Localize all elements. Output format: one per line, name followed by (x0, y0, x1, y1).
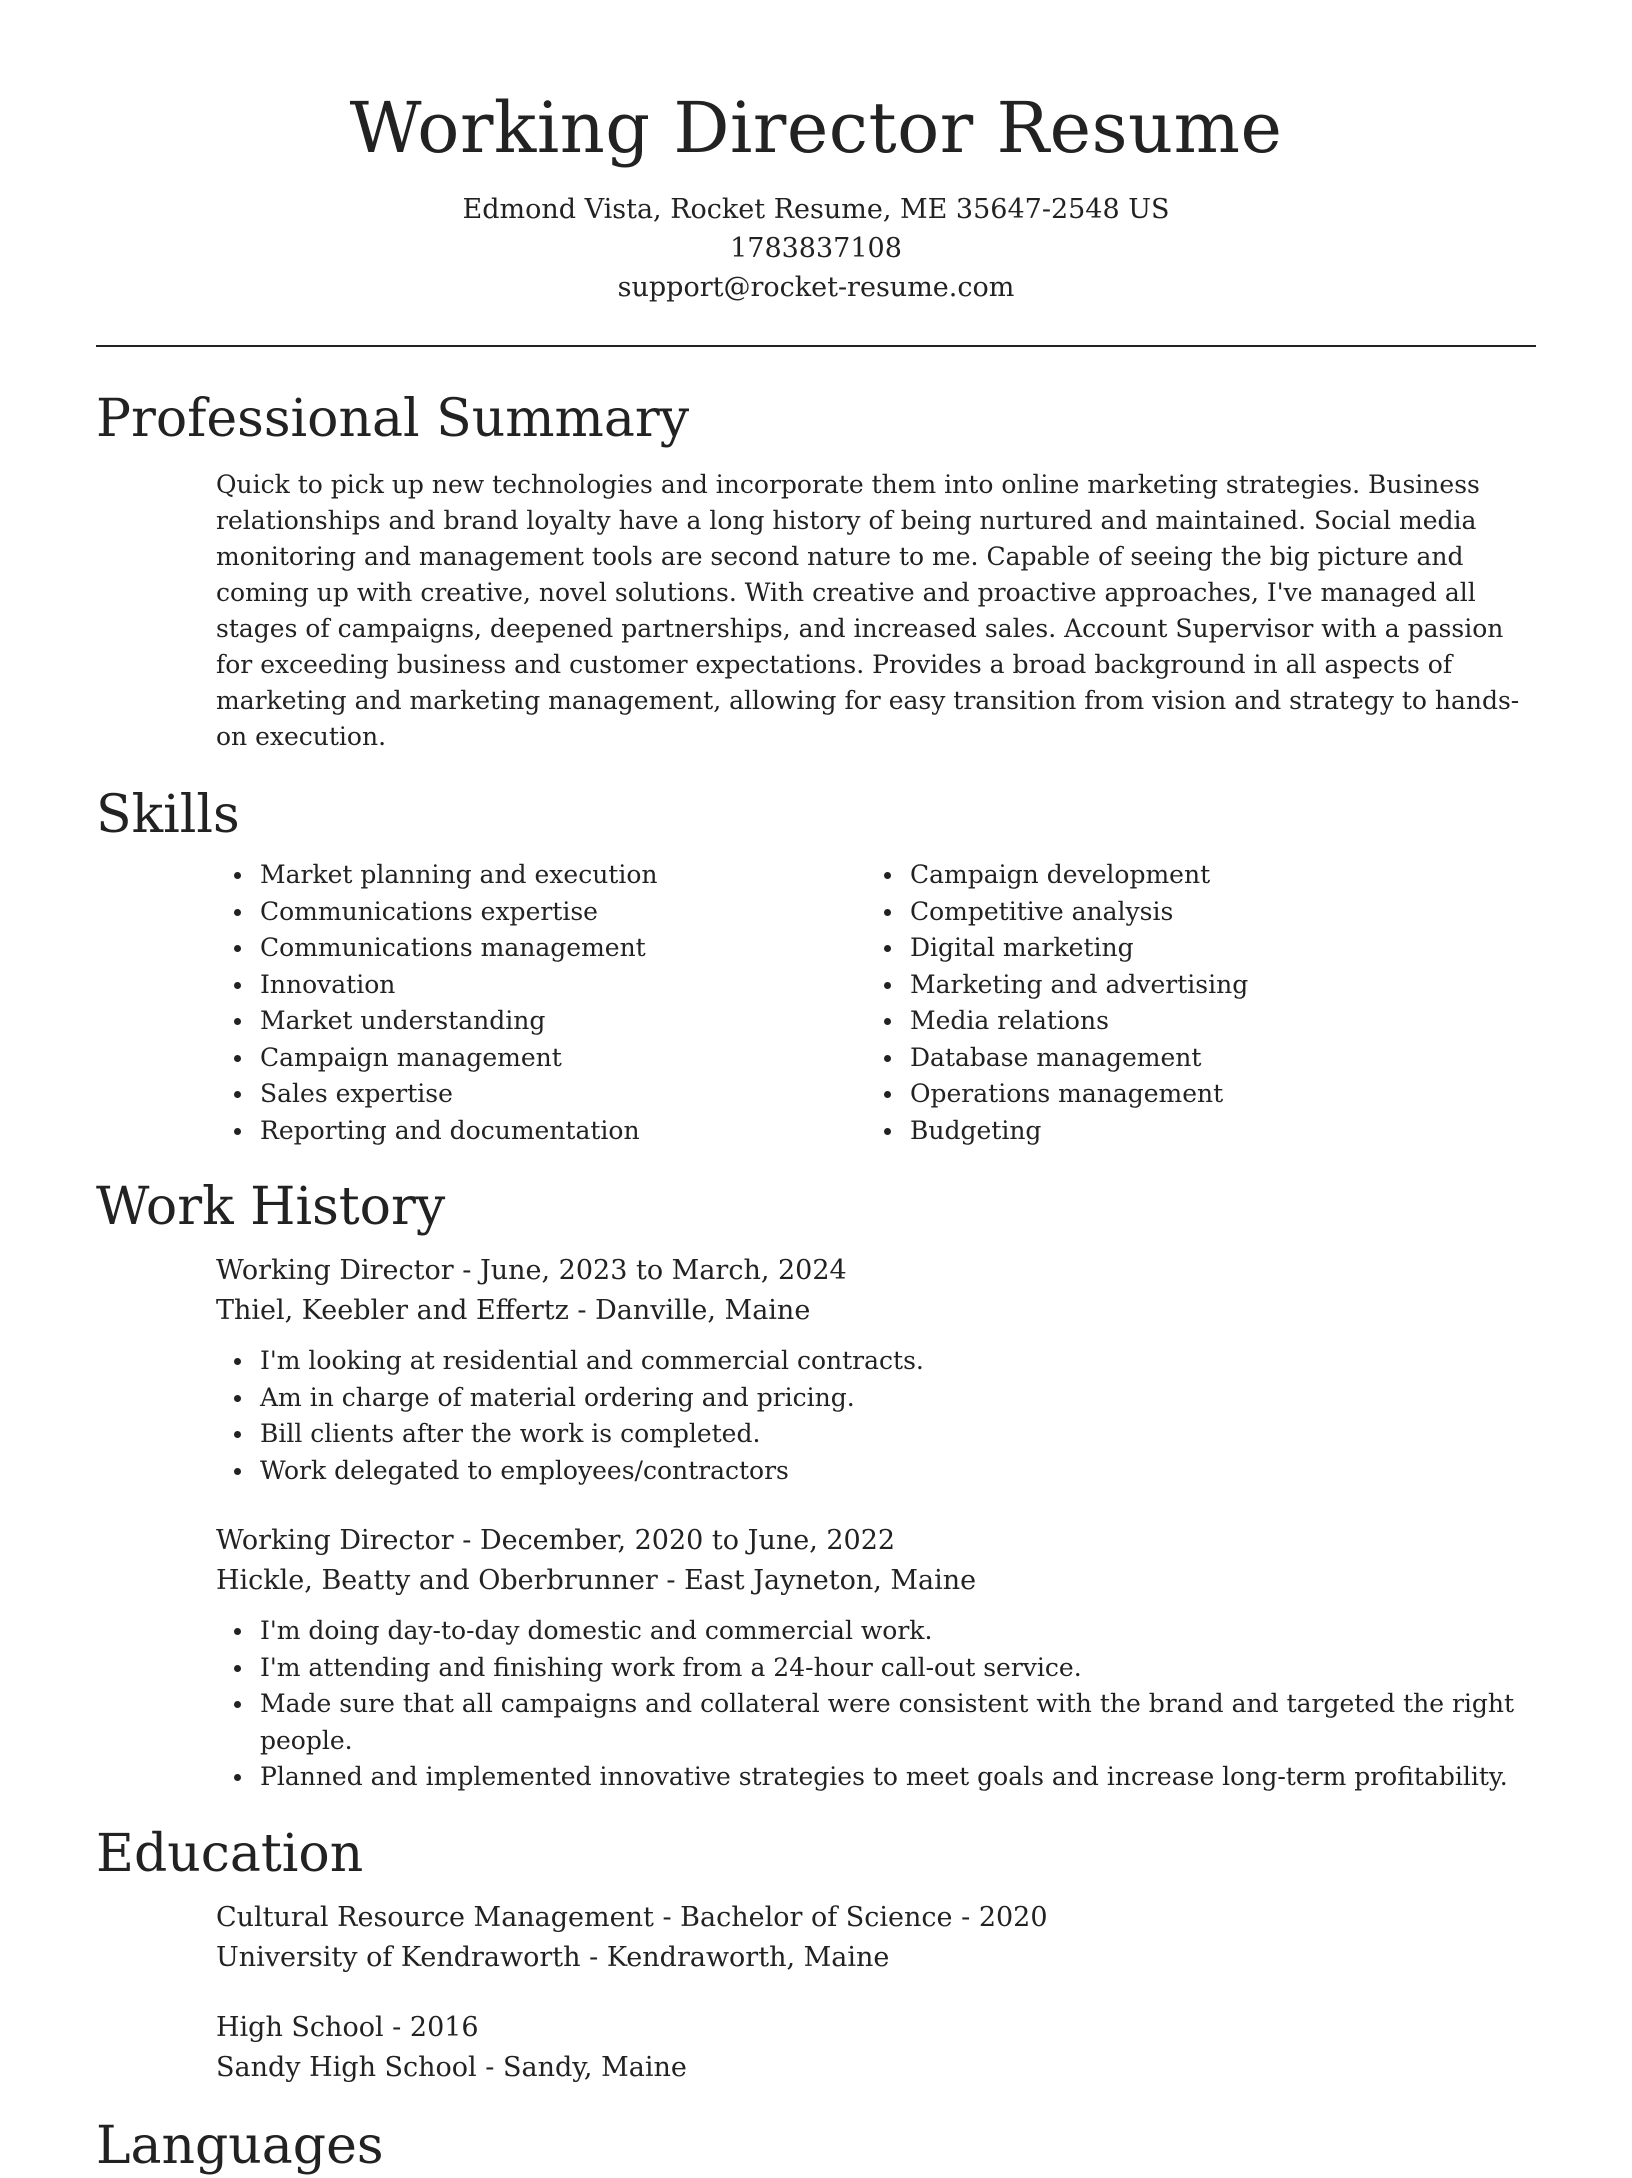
job-company: Thiel, Keebler and Effertz (216, 1295, 569, 1326)
job-entry (216, 1521, 1536, 1796)
skill-item: Campaign management (260, 1040, 866, 1077)
contact-phone: 1783837108 (730, 233, 902, 264)
skill-item: Market planning and execution (260, 857, 866, 894)
job-bullet: I'm attending and finishing work from a 24-hour call-out service. (260, 1650, 1536, 1687)
separator: - (476, 2051, 503, 2083)
job-bullet: Work delegated to employees/contractors (260, 1453, 1536, 1490)
skill-item: Reporting and documentation (260, 1113, 866, 1150)
separator: - (568, 1295, 596, 1326)
skills-section (96, 783, 1536, 1149)
job-bullet: I'm doing day-to-day domestic and commercial work. (260, 1613, 1536, 1650)
skill-item: Database management (910, 1040, 1516, 1077)
job-company-line (216, 1561, 1536, 1601)
education-location: Kendraworth, Maine (606, 1941, 890, 1973)
skill-item: Communications management (260, 930, 866, 967)
skill-item: Sales expertise (260, 1076, 866, 1113)
separator: - (952, 1901, 979, 1933)
skill-item: Digital marketing (910, 930, 1516, 967)
work-section (96, 1175, 1536, 1796)
education-year: 2020 (978, 1901, 1048, 1933)
skills-left-column (216, 857, 866, 1149)
resume-page (96, 0, 1536, 2178)
languages-section (96, 2114, 1536, 2178)
education-entry (216, 2008, 1536, 2088)
languages-heading: Languages (96, 2115, 384, 2176)
education-school: University of Kendraworth (216, 1941, 581, 1973)
skill-item: Operations management (910, 1076, 1516, 1113)
separator: - (580, 1941, 607, 1973)
education-school-line (216, 2048, 1536, 2088)
work-heading: Work History (96, 1177, 446, 1237)
separator: - (653, 1901, 681, 1933)
skill-item: Innovation (260, 967, 866, 1004)
skill-item: Communications expertise (260, 894, 866, 931)
skills-right-column (866, 857, 1516, 1149)
job-bullet: Planned and implemented innovative strategies to meet goals and increase long-term profitability. (260, 1759, 1536, 1796)
job-company-line (216, 1291, 1536, 1331)
skill-item: Media relations (910, 1003, 1516, 1040)
separator: - (453, 1255, 480, 1286)
education-section (96, 1822, 1536, 2088)
skill-item: Budgeting (910, 1113, 1516, 1150)
skills-heading: Skills (96, 785, 240, 845)
separator: - (657, 1565, 685, 1596)
education-program: Cultural Resource Management (216, 1901, 654, 1933)
education-location: Sandy, Maine (503, 2051, 687, 2083)
separator: - (383, 2011, 410, 2043)
summary-text: Quick to pick up new technologies and incorporate them into online marketing strategies. Business relationships and brand loyalty have a long history of being nurtured and maintained. Social media monitoring and management tools are second nature to me. Capable of seeing the big picture and coming up with creative, novel solutions. With creative and proactive approaches, I've managed all stages of campaigns, deepened partnerships, and increased sales. Account Supervisor with a passion for exceeding business and customer expectations. Provides a broad background in all aspects of marketing and marketing management, allowing for easy transition from vision and strategy to hands-on execution. (216, 470, 1520, 751)
job-company: Hickle, Beatty and Oberbrunner (216, 1565, 658, 1596)
resume-header (96, 0, 1536, 307)
job-dates: June, 2023 to March, 2024 (479, 1255, 847, 1286)
job-bullets (216, 1343, 1536, 1489)
job-bullet: Bill clients after the work is completed. (260, 1416, 1536, 1453)
job-bullet: I'm looking at residential and commercial contracts. (260, 1343, 1536, 1380)
education-heading: Education (96, 1823, 364, 1884)
education-program-line (216, 1898, 1536, 1938)
contact-block (96, 190, 1536, 307)
summary-heading: Professional Summary (96, 389, 690, 449)
education-program: High School (216, 2011, 384, 2043)
skill-item: Campaign development (910, 857, 1516, 894)
skill-item: Market understanding (260, 1003, 866, 1040)
summary-section (96, 387, 1536, 755)
skill-item: Marketing and advertising (910, 967, 1516, 1004)
job-location: East Jayneton, Maine (684, 1565, 977, 1596)
education-school: Sandy High School (216, 2051, 477, 2083)
resume-title: Working Director Resume (349, 87, 1283, 169)
job-dates: December, 2020 to June, 2022 (479, 1525, 896, 1556)
education-entry (216, 1898, 1536, 1978)
education-year: 2016 (409, 2011, 479, 2043)
job-title-line (216, 1521, 1536, 1561)
education-degree: Bachelor of Science (680, 1901, 953, 1933)
job-location: Danville, Maine (595, 1295, 811, 1326)
education-program-line (216, 2008, 1536, 2048)
job-entry (216, 1251, 1536, 1489)
education-school-line (216, 1938, 1536, 1978)
contact-email: support@rocket-resume.com (617, 272, 1015, 303)
skill-item: Competitive analysis (910, 894, 1516, 931)
contact-address: Edmond Vista, Rocket Resume, ME 35647-2548 US (462, 194, 1170, 225)
job-title: Working Director (216, 1255, 454, 1286)
job-bullet: Made sure that all campaigns and collateral were consistent with the brand and targeted the right people. (260, 1686, 1536, 1759)
job-bullet: Am in charge of material ordering and pricing. (260, 1380, 1536, 1417)
job-title: Working Director (216, 1525, 454, 1556)
job-bullets (216, 1613, 1536, 1796)
header-divider (96, 345, 1536, 347)
skills-columns (216, 857, 1536, 1149)
separator: - (453, 1525, 480, 1556)
job-title-line (216, 1251, 1536, 1291)
